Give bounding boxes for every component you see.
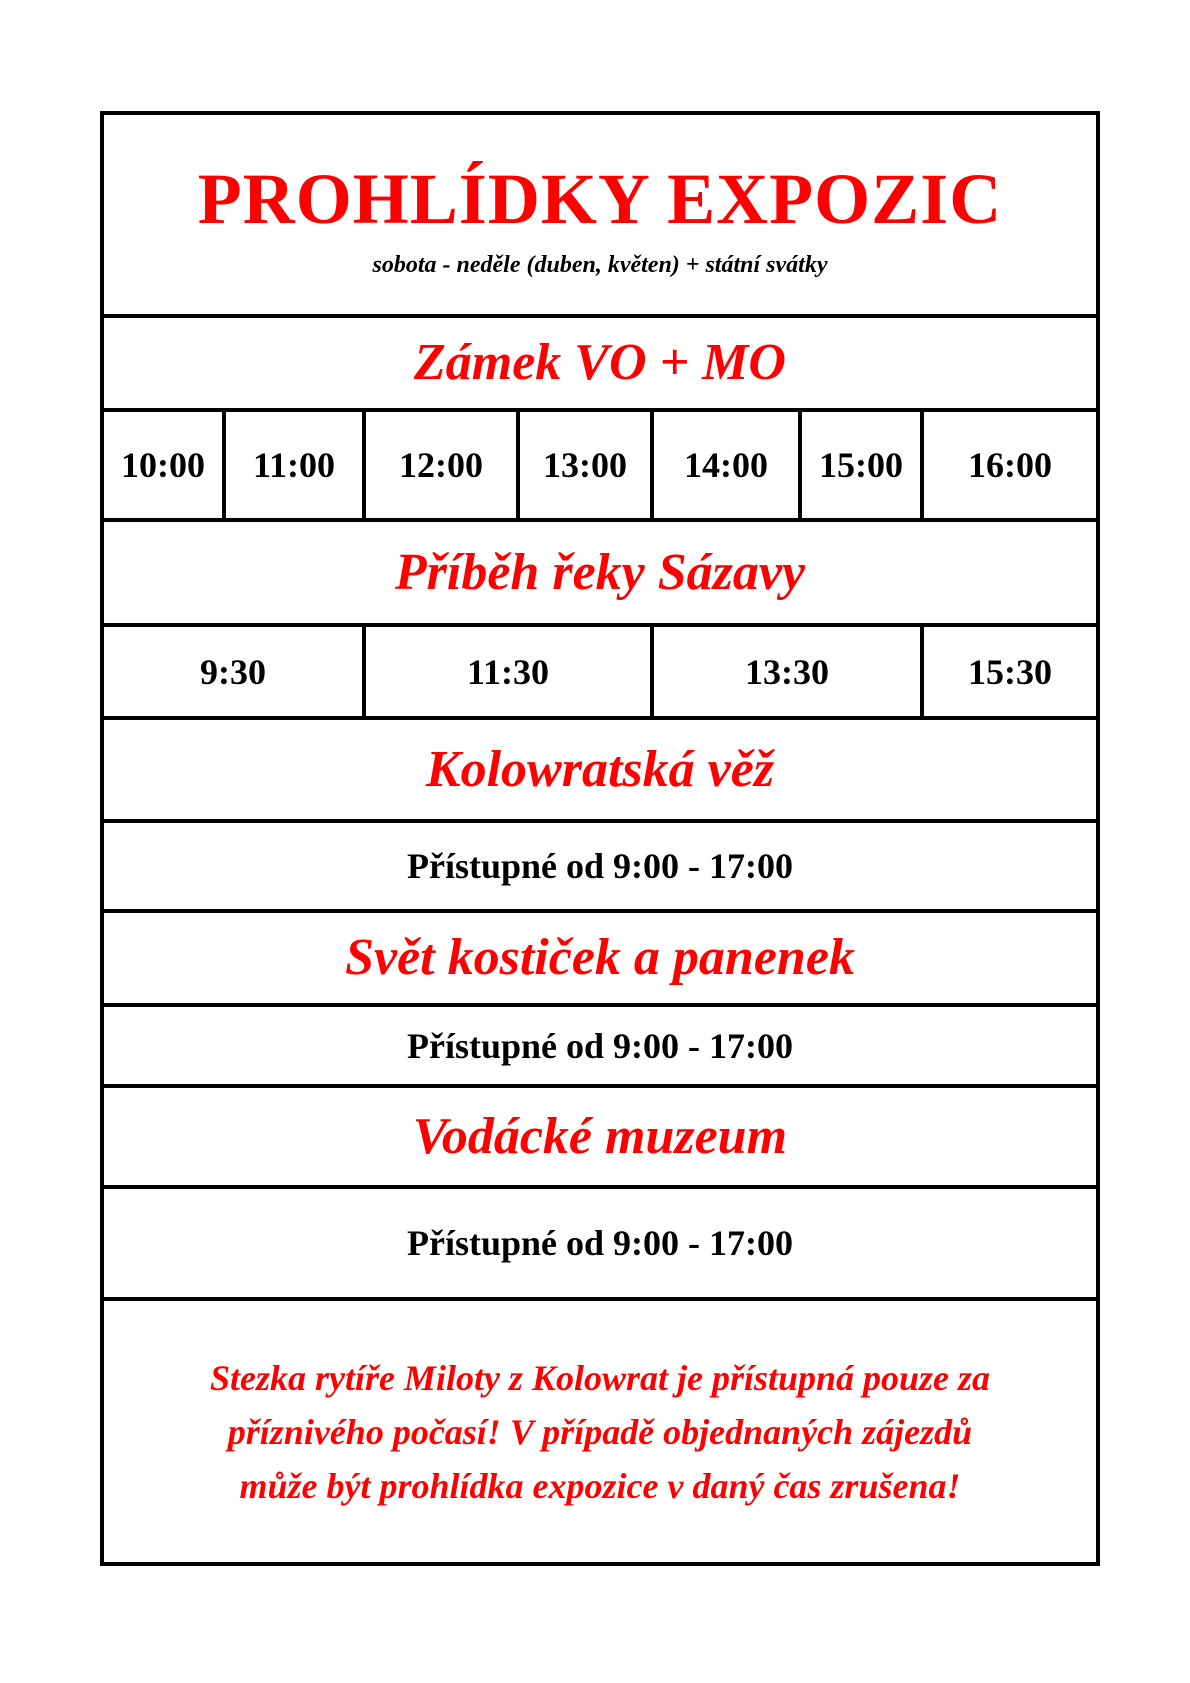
note-line: Stezka rytíře Miloty z Kolowrat je přístupná pouze za xyxy=(209,1357,991,1398)
cell-divider xyxy=(650,627,654,716)
section-title-zamek: Zámek VO + MO xyxy=(414,334,786,391)
times-row-sazava xyxy=(104,627,1096,716)
time-slot: 14:00 xyxy=(684,445,768,485)
time-slot: 15:00 xyxy=(819,445,903,485)
time-slot: 12:00 xyxy=(399,445,483,485)
section-title-sazava: Příběh řeky Sázavy xyxy=(394,543,806,601)
note-line: příznivého počasí! V případě objednaných zájezdů xyxy=(227,1411,973,1452)
time-slot: 13:00 xyxy=(543,445,627,485)
note xyxy=(104,1301,1096,1562)
time-slot: 16:00 xyxy=(968,445,1052,485)
section-title-svet-kosticek: Svět kostiček a panenek xyxy=(345,929,855,986)
access-hours: Přístupné od 9:00 - 17:00 xyxy=(407,1223,793,1263)
time-slot: 13:30 xyxy=(745,651,829,692)
time-slot: 9:30 xyxy=(200,651,266,692)
time-slot: 11:00 xyxy=(252,445,335,485)
section-title-kolowratska-vez: Kolowratská věž xyxy=(425,740,775,798)
cell-divider xyxy=(516,412,520,518)
cell-divider xyxy=(920,412,924,518)
cell-divider xyxy=(362,412,366,518)
cell-divider xyxy=(920,627,924,716)
page-title: PROHLÍDKY EXPOZIC xyxy=(197,158,1003,239)
time-slot: 11:30 xyxy=(466,651,549,692)
cell-divider xyxy=(798,412,802,518)
time-slot: 10:00 xyxy=(121,445,205,485)
note-line: může být prohlídka expozice v daný čas zrušena! xyxy=(239,1465,961,1506)
cell-divider xyxy=(222,412,226,518)
times-row-zamek xyxy=(104,412,1096,518)
section-title-vodacke-muzeum: Vodácké muzeum xyxy=(412,1107,788,1165)
schedule-sheet xyxy=(100,111,1100,1566)
access-hours: Přístupné od 9:00 - 17:00 xyxy=(407,846,793,886)
access-hours: Přístupné od 9:00 - 17:00 xyxy=(407,1025,793,1066)
cell-divider xyxy=(362,627,366,716)
page-subtitle: sobota - neděle (duben, květen) + státní svátky xyxy=(372,251,828,278)
header xyxy=(104,115,1096,314)
time-slot: 15:30 xyxy=(968,651,1052,692)
cell-divider xyxy=(650,412,654,518)
